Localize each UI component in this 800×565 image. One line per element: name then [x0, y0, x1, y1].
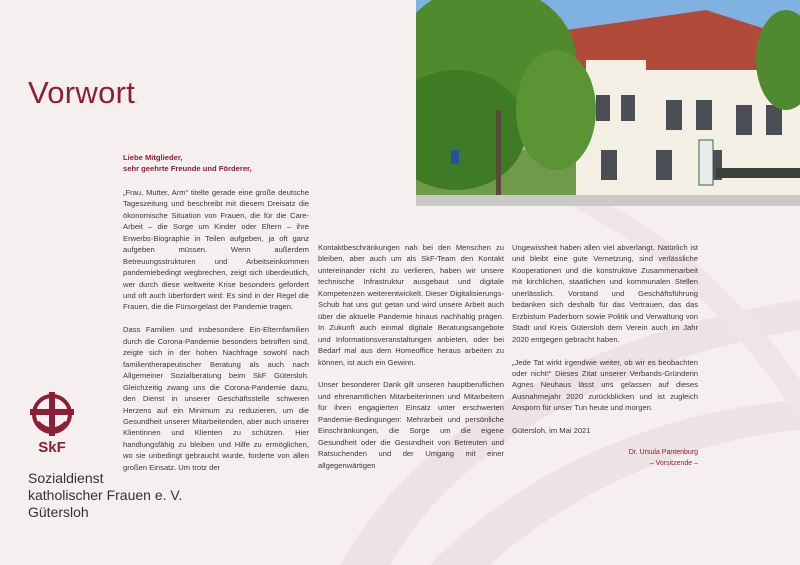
signature-role: – Vorsitzende –: [649, 459, 698, 467]
greeting: [123, 152, 309, 175]
organization-name: [28, 470, 182, 521]
paragraph: „Frau, Mutter, Arm“ titelte gerade eine große deutsche Tageszeitung und beschreibt mit diesem Dreisatz die ökonomische Situation von Frauen, die für die Care-Arbeit – die Sorge um Kinder oder Eltern – ihre Erwerbs-Biographie in Teilen aufgeben, ja oft ganz aufgeben müssen. Wenn außerdem Betreuungsstrukturen und Arbeitseinkommen pandemiebedingt wegbrechen, zeigt sich überdeutlich, wer durch diese weltweite Krise besonders gefordert und oft auch überfordert wird: Es sind in der Regel die Frauen, die die Fürsorgelast der Pandemie tragen.: [123, 187, 309, 312]
text-column-1: [123, 152, 309, 485]
paragraph: Unser besonderer Dank gilt unseren hauptberuflichen und ehrenamtlichen Mitarbeiterinnen und Mitarbeitern für ihren engagierten Einsatz unter erschwerten Pandemie-Bedingungen: Mehrarbeit und persönliche Einschränkungen, die Sorge um die eigene Gesundheit oder die Gesundheit von Betreuten und Ratsuchenden und der Umgang mit einer allgegenwärtigen: [318, 380, 504, 470]
logo-abbreviation: SkF: [38, 439, 66, 454]
paragraph: Dass Familien und insbesondere Ein-Elternfamilien durch die Corona-Pandemie besonders betroffen sind, zeigte sich in der hohen Nachfrage sowohl nach familientherapeutischer Beratung als auch nach Allgemeiner Sozialberatung beim SkF Gütersloh. Gleichzeitig zwang uns die Corona-Pandemie dazu, den Dienst in unserer Geschäftsstelle schweren Herzens auf ein Minimum zu reduzieren, um die Gesundheit unserer Mitarbeitenden, aber auch unserer Klientinnen und Klienten zu schützen. Hier handlungsfähig zu bleiben und Hilfe zu ermöglichen, wo sie unbedingt gebraucht wurde, forderte von allen großen Einsatz. Um trotz der: [123, 325, 309, 472]
organization-line-2: katholischer Frauen e. V.: [28, 487, 183, 503]
signature: [512, 448, 698, 469]
building-photo: [416, 0, 800, 206]
paragraph: „Jede Tat wirkt irgendwie weiter, ob wir es beobachten oder nicht!“ Dieses Zitat unserer Verbands-Gründerin Agnes Neuhaus lässt uns gelassen auf dieses Ausnahmejahr 2020 zurückblicken und ist zugleich Ansporn für unser Tun heute und morgen.: [512, 357, 698, 413]
organization-line-3: Gütersloh: [28, 504, 89, 520]
signature-name: Dr. Ursula Pantenburg: [628, 449, 698, 457]
place-date: Gütersloh, im Mai 2021: [512, 426, 591, 436]
cross-heart-logo-icon: [28, 392, 76, 454]
organization-line-1: Sozialdienst: [28, 470, 104, 486]
page-title: Vorwort: [28, 75, 136, 110]
text-column-3: [512, 242, 698, 469]
greeting-line-2: sehr geehrte Freunde und Förderer,: [123, 164, 252, 174]
paragraph: Kontaktbeschränkungen nah bei den Menschen zu bleiben, aber auch um als SkF-Team den Kontakt untereinander nicht zu verlieren, haben wir unsere technische Infrastruktur ausgebaut und digitale Kompetenzen weiterentwickelt. Dieser Digitalisierungs-Schub hat uns gut getan und wird unsere Arbeit auch über die aktuelle Pandemie hinaus nachhaltig prägen. In Zukunft auch einmal digitale Beratungsangebote und Informationsveranstaltungen anbieten, oder bei Bedarf mal aus dem Homeoffice heraus arbeiten zu können, ist auch ein Gewinn.: [318, 243, 504, 367]
paragraph: Ungewissheit haben allen viel abverlangt. Natürlich ist und bleibt eine gute Vernetzung, sind verlässliche Kooperationen und die konstruktive Zusammenarbeit mit kirchlichen, staatlichen und kommunalen Stellen unerlässlich. Vorstand und Geschäftsführung bedanken sich deshalb für das Vertrauen, das das Erzbistum Paderborn sowie Politik und Verwaltung von Stadt und Kreis Gütersloh dem Verein auch im Jahr 2020 entgegen gebracht haben.: [512, 243, 698, 344]
text-column-2: [318, 242, 504, 482]
greeting-line-1: Liebe Mitglieder,: [123, 153, 183, 162]
